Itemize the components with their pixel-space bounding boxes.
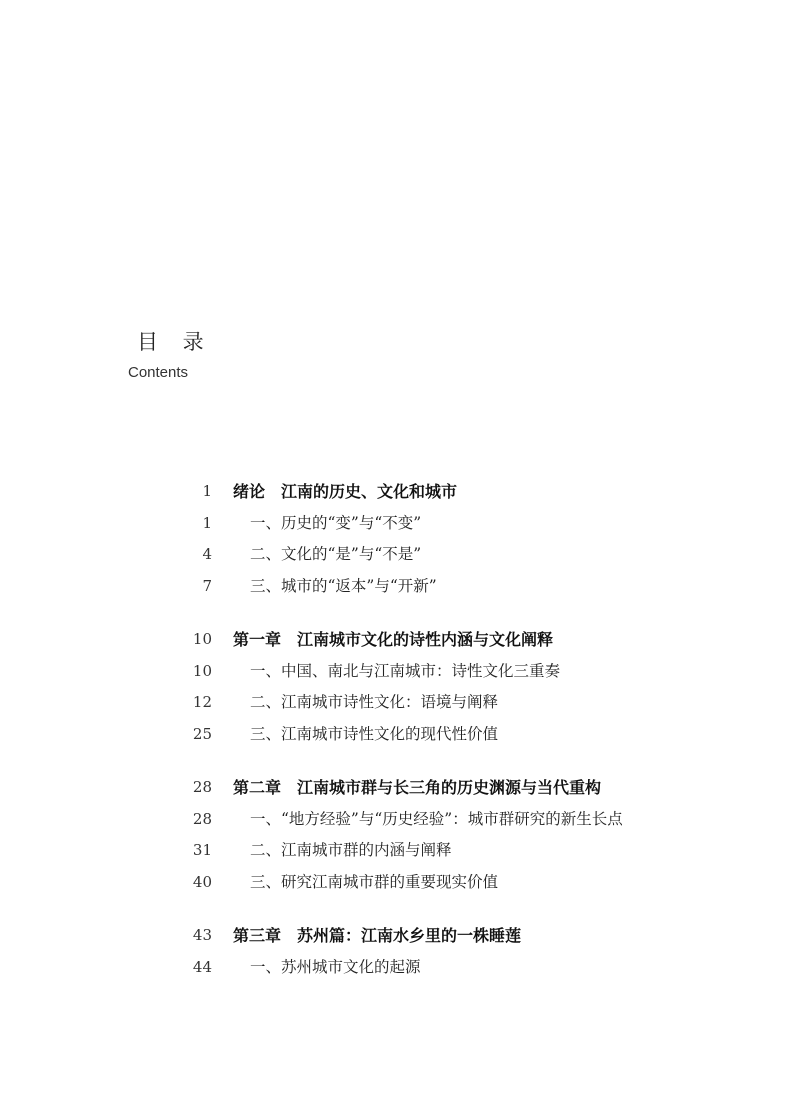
- toc-chapter-group-1: [190, 624, 750, 750]
- toc-section-entry[interactable]: [190, 804, 750, 836]
- page-number: 40: [192, 872, 212, 891]
- page-number: 28: [192, 778, 212, 796]
- section-title: 一、历史的“变”与“不变”: [250, 513, 422, 532]
- page-number: 28: [192, 809, 212, 828]
- page-number: 1: [202, 513, 212, 532]
- section-title: 三、江南城市诗性文化的现代性价值: [250, 724, 499, 743]
- chapter-title: 第三章 苏州篇：江南水乡里的一株睡莲: [233, 926, 522, 945]
- toc-heading: [128, 328, 213, 382]
- section-title: 三、研究江南城市群的重要现实价值: [250, 872, 499, 891]
- toc-chapter-group-2: [190, 772, 750, 898]
- toc-section-entry[interactable]: [190, 719, 750, 751]
- chapter-title: 第一章 江南城市文化的诗性内涵与文化阐释: [233, 630, 554, 649]
- toc-chapter-entry[interactable]: [190, 624, 750, 656]
- page-number: 25: [192, 724, 212, 743]
- page-number: 4: [202, 545, 212, 563]
- toc-chapter-entry[interactable]: [190, 476, 750, 508]
- section-title: 一、“地方经验”与“历史经验”：城市群研究的新生长点: [250, 809, 623, 828]
- toc-section-entry[interactable]: [190, 687, 750, 719]
- chapter-title: 第二章 江南城市群与长三角的历史渊源与当代重构: [233, 778, 602, 797]
- table-of-contents: [190, 476, 750, 1005]
- toc-chapter-entry[interactable]: [190, 772, 750, 804]
- section-title: 二、江南城市群的内涵与阐释: [250, 841, 452, 859]
- section-title: 一、中国、南北与江南城市：诗性文化三重奏: [250, 661, 561, 680]
- page-number: 10: [192, 661, 212, 680]
- toc-section-entry[interactable]: [190, 539, 750, 571]
- toc-chapter-group-intro: [190, 476, 750, 602]
- section-title: 一、苏州城市文化的起源: [250, 957, 421, 976]
- chapter-title: 绪论 江南的历史、文化和城市: [233, 482, 458, 501]
- page-subtitle: Contents: [128, 364, 189, 381]
- section-title: 二、江南城市诗性文化：语境与阐释: [250, 693, 499, 711]
- page-number: 43: [192, 926, 212, 944]
- toc-chapter-entry[interactable]: [190, 920, 750, 952]
- toc-chapter-group-3: [190, 920, 750, 983]
- page-number: 12: [192, 693, 212, 711]
- toc-section-entry[interactable]: [190, 952, 750, 984]
- page-title: 目 录: [137, 330, 213, 354]
- page-number: 31: [192, 841, 212, 859]
- toc-section-entry[interactable]: [190, 867, 750, 899]
- page-number: 1: [202, 482, 212, 500]
- page-number: 10: [192, 630, 212, 648]
- section-title: 二、文化的“是”与“不是”: [250, 545, 422, 563]
- page-number: 44: [192, 957, 212, 976]
- toc-section-entry[interactable]: [190, 835, 750, 867]
- page-number: 7: [202, 576, 212, 595]
- toc-section-entry[interactable]: [190, 656, 750, 688]
- toc-section-entry[interactable]: [190, 571, 750, 603]
- section-title: 三、城市的“返本”与“开新”: [250, 576, 437, 595]
- toc-section-entry[interactable]: [190, 508, 750, 540]
